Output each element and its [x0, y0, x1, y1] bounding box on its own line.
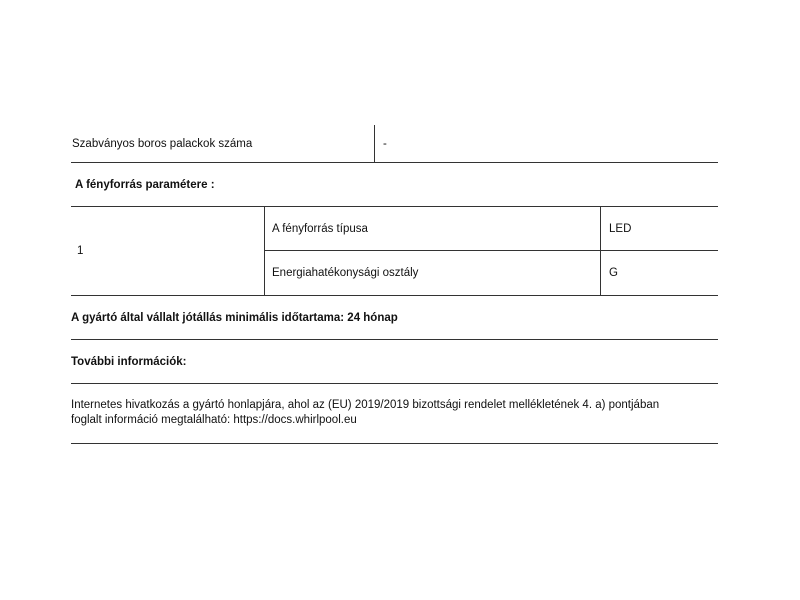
light-source-type-label: A fényforrás típusa — [265, 207, 601, 250]
light-source-index: 1 — [71, 207, 265, 295]
more-info-line-2: foglalt információ megtalálható: https://docs.whirlpool.eu — [71, 414, 357, 426]
energy-class-value: G — [609, 267, 618, 279]
more-info-text — [71, 384, 718, 444]
light-source-type-value: LED — [609, 222, 632, 235]
product-info-document — [71, 125, 718, 444]
light-source-type-row — [265, 207, 718, 251]
wine-bottle-label: Szabványos boros palackok száma — [71, 125, 375, 162]
more-info-line-1: Internetes hivatkozás a gyártó honlapjára, ahol az (EU) 2019/2019 bizottsági rendelet mellékletének 4. a) pontjában — [71, 399, 660, 411]
warranty-statement: A gyártó által vállalt jótállás minimális időtartama: 24 hónap — [71, 296, 718, 340]
light-source-table — [71, 207, 718, 296]
light-source-header: A fényforrás paramétere : — [71, 163, 718, 207]
wine-bottle-row — [71, 125, 718, 163]
energy-class-label: Energiahatékonysági osztály — [265, 251, 601, 295]
energy-class-row — [265, 251, 718, 295]
wine-bottle-value: - — [383, 137, 387, 150]
more-info-title: További információk: — [71, 340, 718, 384]
